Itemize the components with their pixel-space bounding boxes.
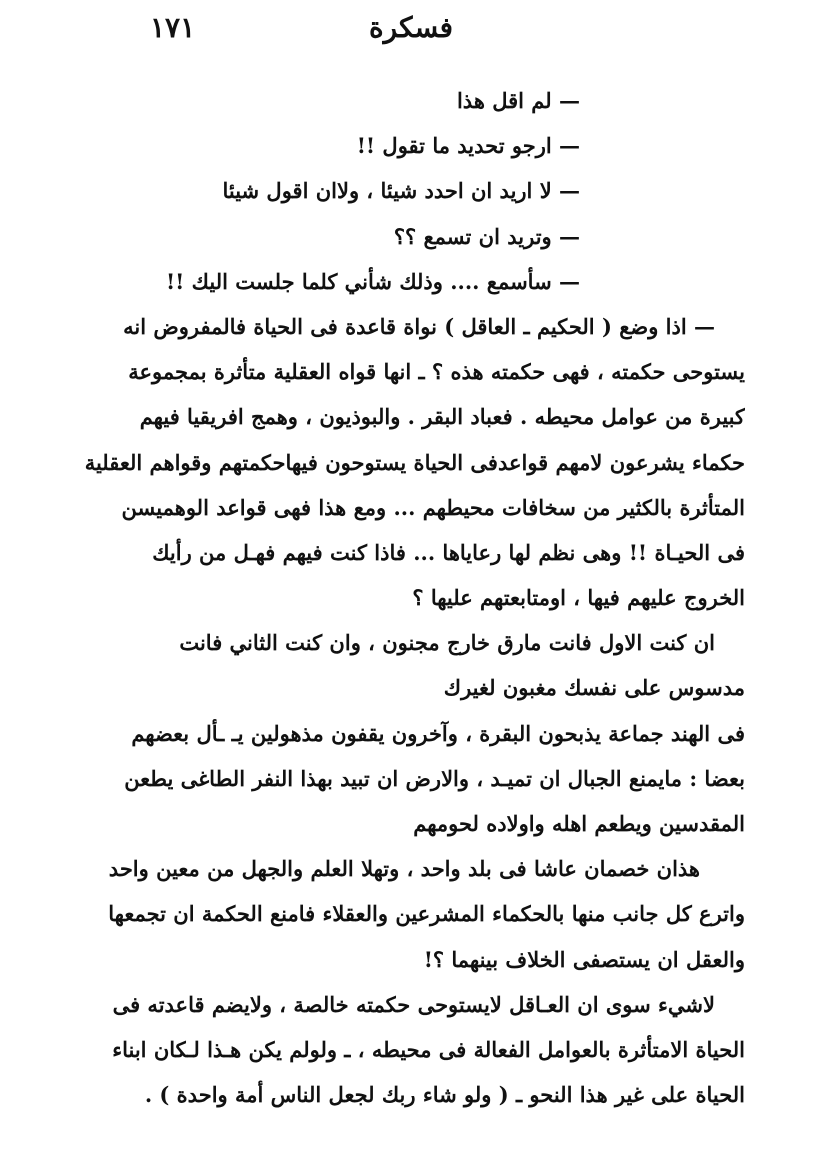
paragraph-line: حكماء يشرعون لامهم قواعدفى الحياة يستوحون فيهاحكمتهم وقواهم العقلية [84, 449, 745, 475]
paragraph-line: المتأثرة بالكثير من سخافات محيطهم ... ومع هذا فهى قواعد الوهميسن [121, 494, 745, 520]
paragraph-line: الخروج عليهم فيها ، اومتابعتهم عليها ؟ [412, 585, 745, 611]
paragraph-line: بعضا : مايمنع الجبال ان تميـد ، والارض ان تبيد بهذا النفر الطاغى يطعن [124, 765, 745, 791]
paragraph-line: فى الحيـاة !! وهى نظم لها رعاياها ... فاذا كنت فيهم فهـل من رأيك [152, 539, 745, 565]
paragraph-line: لاشيء سوى ان العـاقل لايستوحى حكمته خالصة ، ولايضم قاعدته فى [112, 991, 715, 1017]
paragraph-line: والعقل ان يستصفى الخلاف بينهما ؟! [423, 946, 745, 972]
paragraph-line: يستوحى حكمته ، فهى حكمته هذه ؟ ـ انها قواه العقلية متأثرة بمجموعة [128, 359, 745, 385]
paragraph-line: مدسوس على نفسك مغبون لغيرك [443, 675, 745, 701]
dialogue-line: — ارجو تحديد ما تقول !! [356, 133, 580, 159]
dialogue-line: — وتريد ان تسمع ؟؟ [393, 223, 580, 249]
running-title: فسكرة [369, 11, 453, 44]
dialogue-line: — لا اريد ان احدد شيئا ، ولاان اقول شيئا [222, 178, 580, 204]
paragraph-line: كبيرة من عوامل محيطه . فعباد البقر . والبوذيون ، وهمج افريقيا فيهم [139, 404, 745, 430]
paragraph-line: — اذا وضع ( الحكيم ـ العاقل ) نواة قاعدة فى الحياة فالمفروض انه [123, 313, 715, 339]
paragraph-line: فى الهند جماعة يذبحون البقرة ، وآخرون يقفون مذهولين يـ ـأل بعضهم [131, 720, 745, 746]
dialogue-line: — لم اقل هذا [456, 88, 580, 113]
paragraph-line: واترع كل جانب منها بالحكماء المشرعين والعقلاء فامنع الحكمة ان تجمعها [108, 901, 745, 927]
body-text [80, 78, 745, 1117]
paragraph-line: المقدسين ويطعم اهله واولاده لحومهم [413, 811, 745, 836]
dialogue-line: — سأسمع .... وذلك شأني كلما جلست اليك !! [165, 268, 580, 294]
paragraph-line: ان كنت الاول فانت مارق خارج مجنون ، وان كنت الثاني فانت [179, 630, 715, 656]
page-number: ١٧١ [150, 11, 196, 44]
paragraph-line: هذان خصمان عاشا فى بلد واحد ، وتهلا العلم والجهل من معين واحد [108, 856, 700, 882]
paragraph-line: الحياة الامتأثرة بالعوامل الفعالة فى محيطه ، ـ ولولم يكن هـذا لـكان ابناء [112, 1036, 745, 1062]
paragraph-line: الحياة على غير هذا النحو ـ ( ولو شاء ربك لجعل الناس أمة واحدة ) . [144, 1082, 745, 1108]
